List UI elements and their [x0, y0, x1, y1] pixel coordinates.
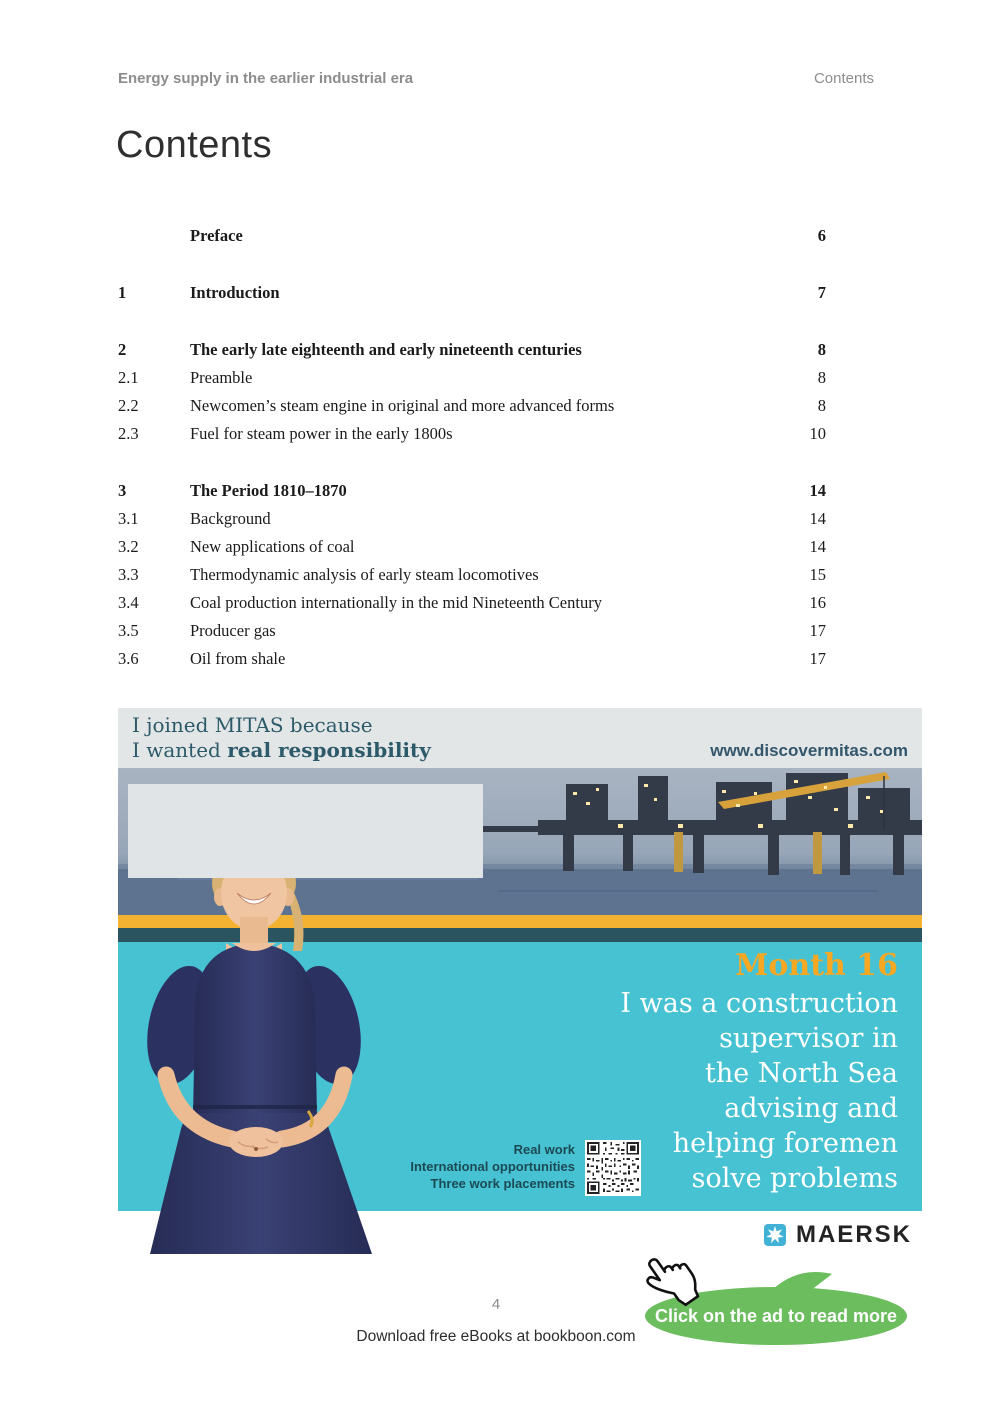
toc-entry-number: 1: [118, 283, 127, 302]
page-number: 4: [491, 1296, 501, 1313]
woman-photo: [140, 855, 380, 1254]
toc-entry-number: 3.6: [118, 649, 139, 668]
toc-entry-title: Oil from shale: [190, 649, 286, 668]
toc-entry-page: 10: [809, 424, 826, 443]
toc-entry-page: 8: [817, 368, 826, 387]
page-header: [118, 70, 874, 87]
ad-feature-list: Real work International opportunities Three work placements: [410, 1142, 575, 1191]
advertisement-banner[interactable]: [118, 708, 922, 1254]
toc-entry-number: 3.3: [118, 565, 139, 584]
toc-entry-number: 3.4: [118, 593, 139, 612]
ad-website-link[interactable]: www.discovermitas.com: [710, 741, 908, 760]
maersk-wordmark: MAERSK: [795, 1221, 912, 1248]
toc-entry-title: Background: [190, 509, 271, 528]
toc-entry-title: Preamble: [190, 368, 253, 387]
toc-entry[interactable]: [118, 336, 826, 364]
toc-entry-page: 8: [817, 340, 826, 359]
toc-entry-title: Producer gas: [190, 621, 276, 640]
ad-story-text: I was a construction supervisor in the North Sea advising and helping foremen solve problems: [620, 988, 898, 1194]
ad-headline-line2-bold: real responsibility: [227, 738, 431, 762]
toc-entry-page: 14: [809, 537, 826, 556]
toc-entry-number: 2.3: [118, 424, 139, 443]
ad-headline-line2-normal: I wanted: [132, 738, 228, 762]
toc-entry[interactable]: [118, 279, 826, 307]
toc-entry-page: 17: [809, 649, 826, 668]
toc-entry-page: 14: [809, 509, 826, 528]
table-of-contents: [118, 222, 826, 673]
toc-entry[interactable]: [118, 222, 826, 250]
ad-headline-line1: I joined MITAS because: [132, 713, 373, 737]
toc-entry-title: Coal production internationally in the mid Nineteenth Century: [190, 593, 602, 612]
header-section-label: Contents: [813, 70, 874, 87]
ad-header-band: [118, 708, 922, 768]
toc-entry[interactable]: [118, 561, 826, 589]
toc-entry-title: Thermodynamic analysis of early steam locomotives: [190, 565, 539, 584]
toc-entry-title: Newcomen’s steam engine in original and more advanced forms: [190, 396, 615, 415]
toc-entry-number: 3.1: [118, 509, 139, 528]
toc-entry-page: 16: [809, 593, 826, 612]
toc-entry-title: Preface: [190, 226, 243, 245]
qr-code-icon[interactable]: [585, 1140, 641, 1196]
toc-entry-title: New applications of coal: [190, 537, 355, 556]
toc-entry[interactable]: [118, 420, 826, 448]
toc-entry-page: 6: [817, 226, 826, 245]
toc-entry[interactable]: [118, 392, 826, 420]
toc-entry-title: The Period 1810–1870: [190, 481, 347, 500]
toc-entry[interactable]: [118, 617, 826, 645]
maersk-logo: [764, 1221, 912, 1249]
toc-entry-title: Fuel for steam power in the early 1800s: [190, 424, 453, 443]
page-title: Contents: [116, 124, 273, 166]
toc-entry-page: 17: [809, 621, 826, 640]
toc-entry[interactable]: [118, 477, 826, 505]
toc-entry[interactable]: [118, 589, 826, 617]
toc-entry-number: 2.1: [118, 368, 139, 387]
toc-entry-page: 15: [809, 565, 826, 584]
toc-entry-number: 3.5: [118, 621, 139, 640]
maersk-star-icon: [764, 1224, 786, 1246]
toc-entry-page: 7: [817, 283, 826, 302]
ad-month-label: Month 16: [735, 948, 898, 983]
ad-headline: [132, 713, 431, 763]
blank-overlay-box: [128, 784, 483, 878]
toc-entry-page: 8: [817, 396, 826, 415]
toc-entry[interactable]: [118, 533, 826, 561]
toc-entry-title: Introduction: [190, 283, 280, 302]
toc-entry-number: [118, 222, 190, 250]
toc-entry[interactable]: [118, 645, 826, 673]
toc-entry-number: 3: [118, 481, 127, 500]
cta-label: Click on the ad to read more: [654, 1305, 898, 1326]
ad-headline-line2: [132, 738, 431, 763]
toc-entry-page: 14: [809, 481, 826, 500]
toc-entry-number: 3.2: [118, 537, 139, 556]
toc-entry[interactable]: [118, 364, 826, 392]
footer-download-text[interactable]: Download free eBooks at bookboon.com: [356, 1328, 636, 1345]
toc-entry-title: The early late eighteenth and early nineteenth centuries: [190, 340, 582, 359]
toc-entry-number: 2.2: [118, 396, 139, 415]
header-book-title: Energy supply in the earlier industrial era: [118, 70, 414, 87]
toc-entry-number: 2: [118, 340, 127, 359]
toc-entry[interactable]: [118, 505, 826, 533]
